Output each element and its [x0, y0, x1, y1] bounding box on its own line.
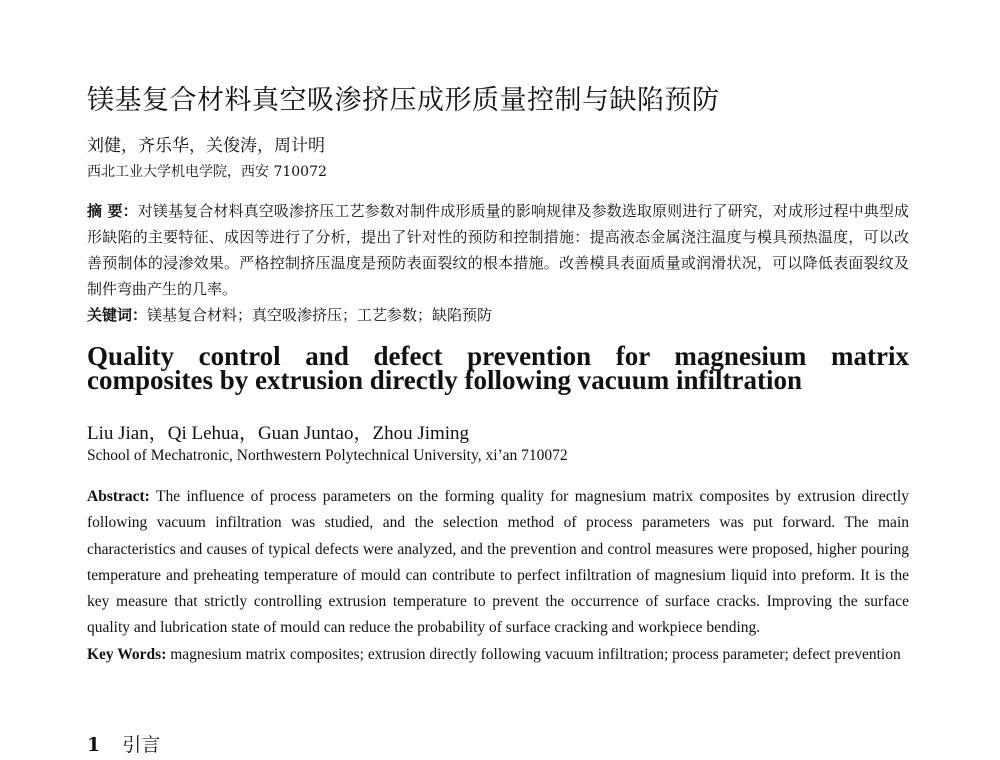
- chinese-abstract-text: 对镁基复合材料真空吸渗挤压工艺参数对制件成形质量的影响规律及参数选取原则进行了研究，对成形过程中典型成形缺陷的主要特征、成因等进行了分析，提出了针对性的预防和控制措施：提高液态金属浇注温度与模具预热温度，可以改善预制体的浸渗效果。严格控制挤压温度是预防表面裂纹的根本措施。改善模具表面质量或润滑状况，可以降低表面裂纹及制件弯曲产生的几率。: [87, 202, 909, 298]
- english-authors: Liu Jian，Qi Lehua，Guan Juntao，Zhou Jiming: [87, 423, 470, 444]
- english-keywords-text: magnesium matrix composites; extrusion directly following vacuum infiltration; process parameter; defect prevention: [170, 645, 901, 663]
- chinese-affiliation: 西北工业大学机电学院，西安 710072: [87, 164, 327, 180]
- chinese-authors: 刘健，齐乐华，关俊涛，周计明: [87, 136, 325, 156]
- english-abstract-block: [87, 484, 909, 668]
- english-abstract-label: Abstract:: [87, 488, 150, 505]
- english-affiliation: School of Mechatronic, Northwestern Polytechnical University, xi’an 710072: [87, 447, 568, 464]
- section-heading: [87, 730, 160, 757]
- section-number: 1: [87, 734, 101, 756]
- chinese-keywords-text: 镁基复合材料；真空吸渗挤压；工艺参数；缺陷预防: [147, 306, 493, 324]
- chinese-keywords: [87, 302, 909, 328]
- chinese-abstract-block: [87, 198, 909, 328]
- english-abstract-text: The influence of process parameters on the forming quality for magnesium matrix composites by extrusion directly following vacuum infiltration was studied, and the selection method of process parameters was put forward. The main characteristics and causes of typical defects were analyzed, and the prevention and control measures were proposed, higher pouring temperature and preheating temperature of mould can contribute to perfect infiltration of magnesium liquid into preform. It is the key measure that strictly controlling extrusion temperature to prevent the occurrence of surface cracks. Improving the surface quality and lubrication state of mould can reduce the probability of surface cracking and workpiece bending.: [87, 488, 909, 637]
- english-keywords-label: Key Words:: [87, 645, 167, 663]
- section-title: 引言: [122, 734, 161, 756]
- chinese-abstract-label: 摘 要：: [87, 202, 138, 220]
- chinese-title: 镁基复合材料真空吸渗挤压成形质量控制与缺陷预防: [87, 85, 720, 116]
- english-title: Quality control and defect prevention for magnesium matrix composites by extrusion directly following vacuum infiltration: [87, 341, 909, 395]
- english-keywords: [87, 642, 909, 668]
- chinese-keywords-label: 关键词：: [87, 306, 148, 324]
